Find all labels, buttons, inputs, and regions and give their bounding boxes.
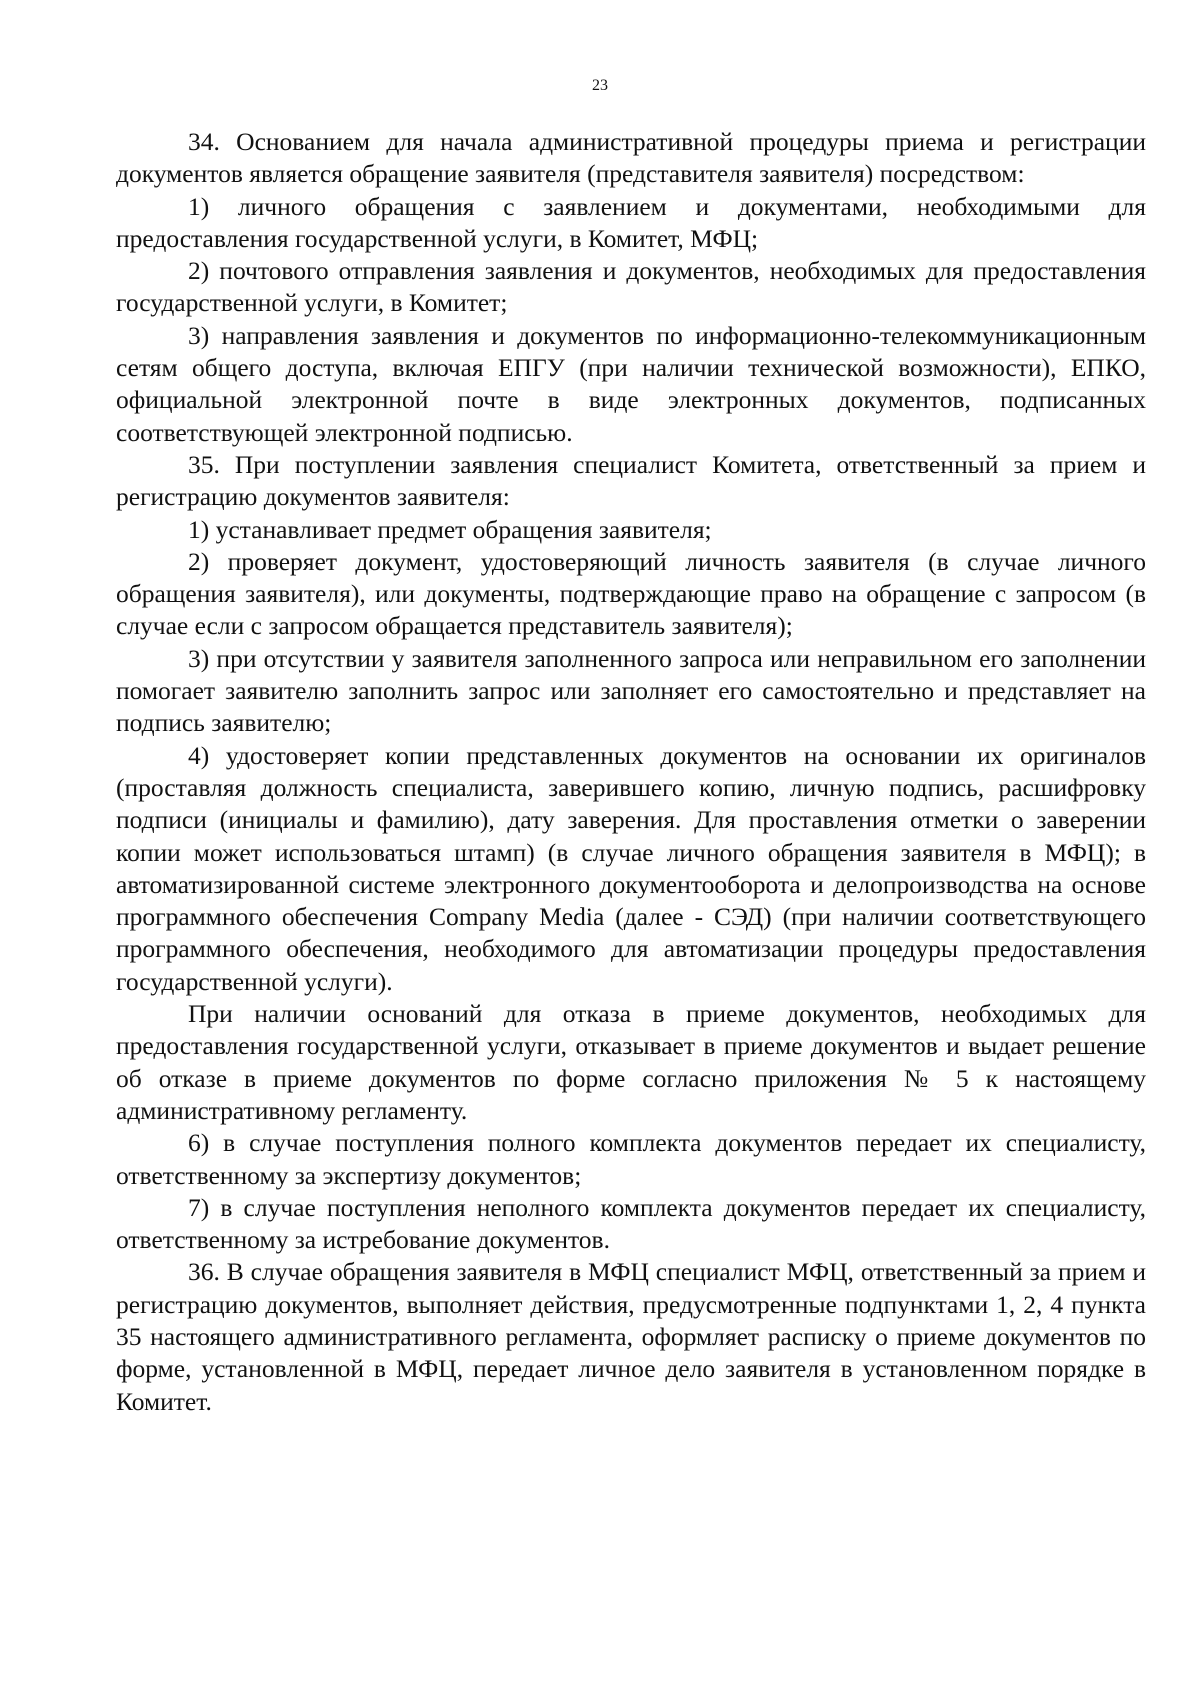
- paragraph-34-item-1: 1) личного обращения с заявлением и документами, необходимыми для предоставления государственной услуги, в Комитет, МФЦ;: [116, 191, 1146, 253]
- page-number: 23: [592, 77, 608, 94]
- document-body: [116, 126, 1146, 1418]
- paragraph-36: 36. В случае обращения заявителя в МФЦ специалист МФЦ, ответственный за прием и регистрацию документов, выполняет действия, предусмотренные подпунктами 1, 2, 4 пункта 35 настоящего административного регламента, оформляет расписку о приеме документов по форме, установленной в МФЦ, передает личное дело заявителя в установленном порядке в Комитет.: [116, 1257, 1146, 1416]
- paragraph-35-item-1: 1) устанавливает предмет обращения заявителя;: [188, 514, 712, 544]
- paragraph-35-item-7: 7) в случае поступления неполного комплекта документов передает их специалисту, ответственному за истребование документов.: [116, 1192, 1146, 1255]
- paragraph-35-item-4: 4) удостоверяет копии представленных документов на основании их оригиналов (проставляя должность специалиста, заверившего копию, личную подпись, расшифровку подписи (инициалы и фамилию), дату заверения. Для проставления отметки о заверении копии может использоваться штамп) (в случае личного обращения заявителя в МФЦ); в автоматизированной системе электронного документооборота и делопроизводства на основе программного обеспечения Company Media (далее - СЭД) (при наличии соответствующего программного обеспечения, необходимого для автоматизации процедуры предоставления государственной услуги).: [116, 740, 1146, 996]
- paragraph-34-item-2: 2) почтового отправления заявления и документов, необходимых для предоставления государственной услуги, в Комитет;: [116, 256, 1146, 318]
- paragraph-35-item-6: 6) в случае поступления полного комплекта документов передает их специалисту, ответственному за экспертизу документов;: [116, 1128, 1146, 1190]
- paragraph-35-item-2: 2) проверяет документ, удостоверяющий личность заявителя (в случае личного обращения заявителя), или документы, подтверждающие право на обращение с запросом (в случае если с запросом обращается представитель заявителя);: [116, 546, 1146, 641]
- paragraph-35-item-3: 3) при отсутствии у заявителя заполненного запроса или неправильном его заполнении помогает заявителю заполнить запрос или заполняет его самостоятельно и представляет на подпись заявителю;: [116, 643, 1146, 738]
- paragraph-35-refusal: При наличии оснований для отказа в приеме документов, необходимых для предоставления государственной услуги, отказывает в приеме документов и выдает решение об отказе в приеме документов по форме согласно приложения № 5 к настоящему административному регламенту.: [116, 999, 1146, 1125]
- paragraph-34-item-3: 3) направления заявления и документов по информационно-телекоммуникационным сетям общего доступа, включая ЕПГУ (при наличии технической возможности), ЕПКО, официальной электронной почте в виде электронных документов, подписанных соответствующей электронной подписью.: [116, 320, 1146, 447]
- paragraph-35: 35. При поступлении заявления специалист Комитета, ответственный за прием и регистрацию документов заявителя:: [116, 449, 1146, 512]
- paragraph-34: 34. Основанием для начала административной процедуры приема и регистрации документов является обращение заявителя (представителя заявителя) посредством:: [116, 127, 1146, 189]
